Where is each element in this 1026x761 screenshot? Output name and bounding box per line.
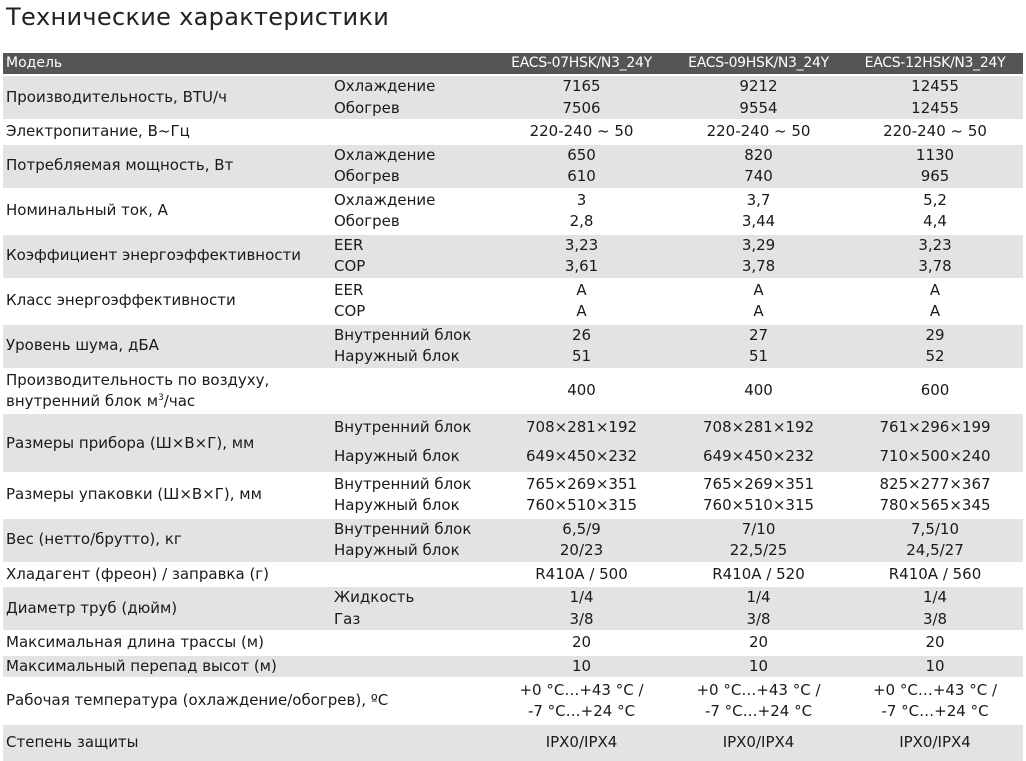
cell-value: 710×500×240 [847, 441, 1023, 473]
spec-table [3, 53, 1023, 761]
cell-value: 6,5/9 [493, 518, 670, 541]
cell-value: 3 [576, 190, 587, 209]
row-label-power-supply: Электропитание, В~Гц [6, 122, 190, 140]
cell-value: IPX0/IPX4 [493, 724, 670, 761]
cell-value: 7506 [493, 98, 670, 121]
cell-value: 3,7 [746, 190, 771, 209]
cell-value: 51 [670, 346, 847, 369]
cell-value: 610 [493, 166, 670, 189]
table-row [3, 518, 1023, 541]
cell-value: 7,5/10 [847, 518, 1023, 541]
cell-value: IPX0/IPX4 [847, 724, 1023, 761]
cell-value: 965 [847, 166, 1023, 189]
header-model-1: EACS-07HSK/N3_24Y [493, 53, 670, 75]
cell-value: 7/10 [670, 518, 847, 541]
cell-value: 3,78 [670, 256, 847, 279]
row-label-package-size: Размеры упаковки (Ш×В×Г), мм [6, 485, 262, 504]
cell-value: 3,78 [847, 256, 1023, 279]
sub-label: Жидкость [330, 586, 493, 609]
temp-range-line2: -7 °C…+24 °C [704, 702, 813, 720]
cell-value: 3,23 [847, 234, 1023, 257]
cell-value: 765×269×351 [703, 474, 815, 493]
sub-label: Охлаждение [330, 75, 493, 98]
sub-label: Охлаждение [330, 144, 493, 167]
cell-value: 1/4 [493, 586, 670, 609]
sub-label: Внутренний блок [330, 518, 493, 541]
cell-value: 1130 [847, 144, 1023, 167]
cell-value: A [576, 302, 587, 320]
cell-value: 820 [670, 144, 847, 167]
sub-label: Обогрев [330, 166, 493, 189]
cell-value: A [576, 280, 587, 299]
sub-label: Обогрев [334, 212, 400, 230]
cell-value: 400 [567, 380, 596, 399]
sub-label: Наружный блок [334, 496, 460, 514]
cell-value: A [929, 280, 941, 299]
temp-range-line2: -7 °C…+24 °C [881, 702, 989, 720]
cell-value: 7165 [493, 75, 670, 98]
row-label-airflow [3, 369, 493, 413]
cell-value: 1/4 [670, 586, 847, 609]
airflow-label-unit: /час [163, 391, 196, 410]
cell-value: 649×450×232 [493, 441, 670, 473]
row-label-device-size: Размеры прибора (Ш×В×Г), мм [3, 413, 330, 473]
sub-label: Внутренний блок [334, 474, 472, 493]
cell-value: 650 [493, 144, 670, 167]
cell-value: 12455 [847, 75, 1023, 98]
cell-value [670, 678, 847, 724]
cell-value: 20 [925, 633, 945, 651]
table-row [3, 120, 1023, 144]
cell-value: 51 [493, 346, 670, 369]
sub-label: COP [334, 302, 366, 320]
cell-value [847, 678, 1023, 724]
row-label-operating-temp: Рабочая температура (охлаждение/обогрев), ºС [6, 691, 389, 710]
table-row [3, 234, 1023, 257]
table-row [3, 655, 1023, 679]
cell-value: 649×450×232 [670, 441, 847, 473]
table-row [3, 189, 1023, 212]
cell-value: 3/8 [493, 609, 670, 632]
header-model-label: Модель [3, 53, 493, 75]
table-row [3, 75, 1023, 98]
table-row [3, 279, 1023, 302]
cell-value: 3/8 [670, 609, 847, 632]
cell-value: A [753, 280, 764, 299]
sub-label: Газ [330, 609, 493, 632]
cell-value: 12455 [847, 98, 1023, 121]
row-label-max-height: Максимальный перепад высот (м) [3, 655, 493, 679]
cell-value: 220-240 ~ 50 [529, 122, 634, 140]
cell-value: 10 [670, 655, 847, 679]
header-model-3: EACS-12HSK/N3_24Y [847, 53, 1023, 75]
cell-value: 52 [847, 346, 1023, 369]
table-row [3, 563, 1023, 587]
cell-value: 5,2 [923, 190, 947, 209]
cell-value: 765×269×351 [526, 474, 638, 493]
cell-value: 4,4 [923, 212, 947, 230]
row-label-productivity: Производительность, BTU/ч [3, 75, 330, 120]
cell-value: 27 [670, 324, 847, 347]
table-header-row [3, 53, 1023, 75]
sub-label: Наружный блок [330, 540, 493, 563]
cell-value: 3,23 [493, 234, 670, 257]
sub-label: Наружный блок [330, 346, 493, 369]
table-row [3, 631, 1023, 655]
cell-value: R410A / 520 [712, 564, 805, 583]
row-label-max-length: Максимальная длина трассы (м) [6, 633, 264, 651]
sub-label: Внутренний блок [330, 324, 493, 347]
cell-value: 400 [744, 380, 773, 399]
row-label-refrigerant: Хладагент (фреон) / заправка (г) [6, 564, 270, 583]
temp-range-line1: +0 °C…+43 °C / [872, 681, 998, 699]
sub-label: Охлаждение [334, 190, 436, 209]
cell-value [493, 678, 670, 724]
temp-range-line2: -7 °C…+24 °C [527, 702, 636, 720]
sub-label: COP [330, 256, 493, 279]
cell-value: R410A / 560 [888, 564, 982, 583]
sub-label: Внутренний блок [330, 413, 493, 441]
row-label-rated-current: Номинальный ток, А [6, 201, 168, 220]
cell-value: 22,5/25 [670, 540, 847, 563]
table-row [3, 586, 1023, 609]
cell-value: 20 [571, 633, 592, 651]
table-row [3, 369, 1023, 413]
row-label-efficiency-class: Класс энергоэффективности [6, 291, 236, 310]
row-label-weight: Вес (нетто/брутто), кг [3, 518, 330, 563]
cell-value: 1/4 [847, 586, 1023, 609]
table-row [3, 413, 1023, 441]
cell-value: 780×565×345 [879, 496, 991, 514]
row-label-pipe-diameter: Диаметр труб (дюйм) [3, 586, 330, 631]
cell-value: 29 [847, 324, 1023, 347]
page-title: Технические характеристики [6, 3, 390, 31]
cell-value: 20/23 [493, 540, 670, 563]
cell-value: 761×296×199 [847, 413, 1023, 441]
table-row [3, 724, 1023, 761]
row-label-efficiency-coef: Коэффициент энергоэффективности [3, 234, 330, 279]
cell-value: A [753, 302, 764, 320]
cell-value: 760×510×315 [526, 496, 638, 514]
cell-value: 10 [847, 655, 1023, 679]
cell-value: 2,8 [569, 212, 594, 230]
cell-value: 3,44 [741, 212, 776, 230]
cell-value: IPX0/IPX4 [670, 724, 847, 761]
table-row [3, 678, 1023, 724]
cell-value: 708×281×192 [670, 413, 847, 441]
row-label-power-consumption: Потребляемая мощность, Вт [3, 144, 330, 189]
sub-label: EER [334, 280, 364, 299]
sub-label: EER [330, 234, 493, 257]
cell-value: 24,5/27 [847, 540, 1023, 563]
temp-range-line1: +0 °C…+43 °C / [519, 681, 644, 699]
cell-value: 20 [748, 633, 769, 651]
airflow-label-sup: 3 [158, 392, 164, 403]
airflow-label-line1: Производительность по воздуху, [6, 370, 270, 389]
cell-value: 3,61 [493, 256, 670, 279]
table-row [3, 473, 1023, 496]
header-model-2: EACS-09HSK/N3_24Y [670, 53, 847, 75]
row-label-protection: Степень защиты [3, 724, 493, 761]
cell-value: 26 [493, 324, 670, 347]
sub-label: Наружный блок [330, 441, 493, 473]
row-label-noise: Уровень шума, дБА [3, 324, 330, 369]
cell-value: 740 [670, 166, 847, 189]
sub-label: Обогрев [330, 98, 493, 121]
airflow-label-line2: внутренний блок м [6, 391, 159, 410]
cell-value: 3/8 [847, 609, 1023, 632]
cell-value: 760×510×315 [703, 496, 815, 514]
cell-value: 825×277×367 [879, 474, 991, 493]
cell-value: 10 [493, 655, 670, 679]
cell-value: 220-240 ~ 50 [706, 122, 811, 140]
table-row [3, 324, 1023, 347]
cell-value: 600 [920, 380, 950, 399]
cell-value: 708×281×192 [493, 413, 670, 441]
table-row [3, 144, 1023, 167]
cell-value: R410A / 500 [535, 564, 628, 583]
cell-value: 9212 [670, 75, 847, 98]
cell-value: A [929, 302, 941, 320]
temp-range-line1: +0 °C…+43 °C / [696, 681, 821, 699]
cell-value: 3,29 [670, 234, 847, 257]
cell-value: 9554 [670, 98, 847, 121]
cell-value: 220-240 ~ 50 [883, 122, 987, 140]
